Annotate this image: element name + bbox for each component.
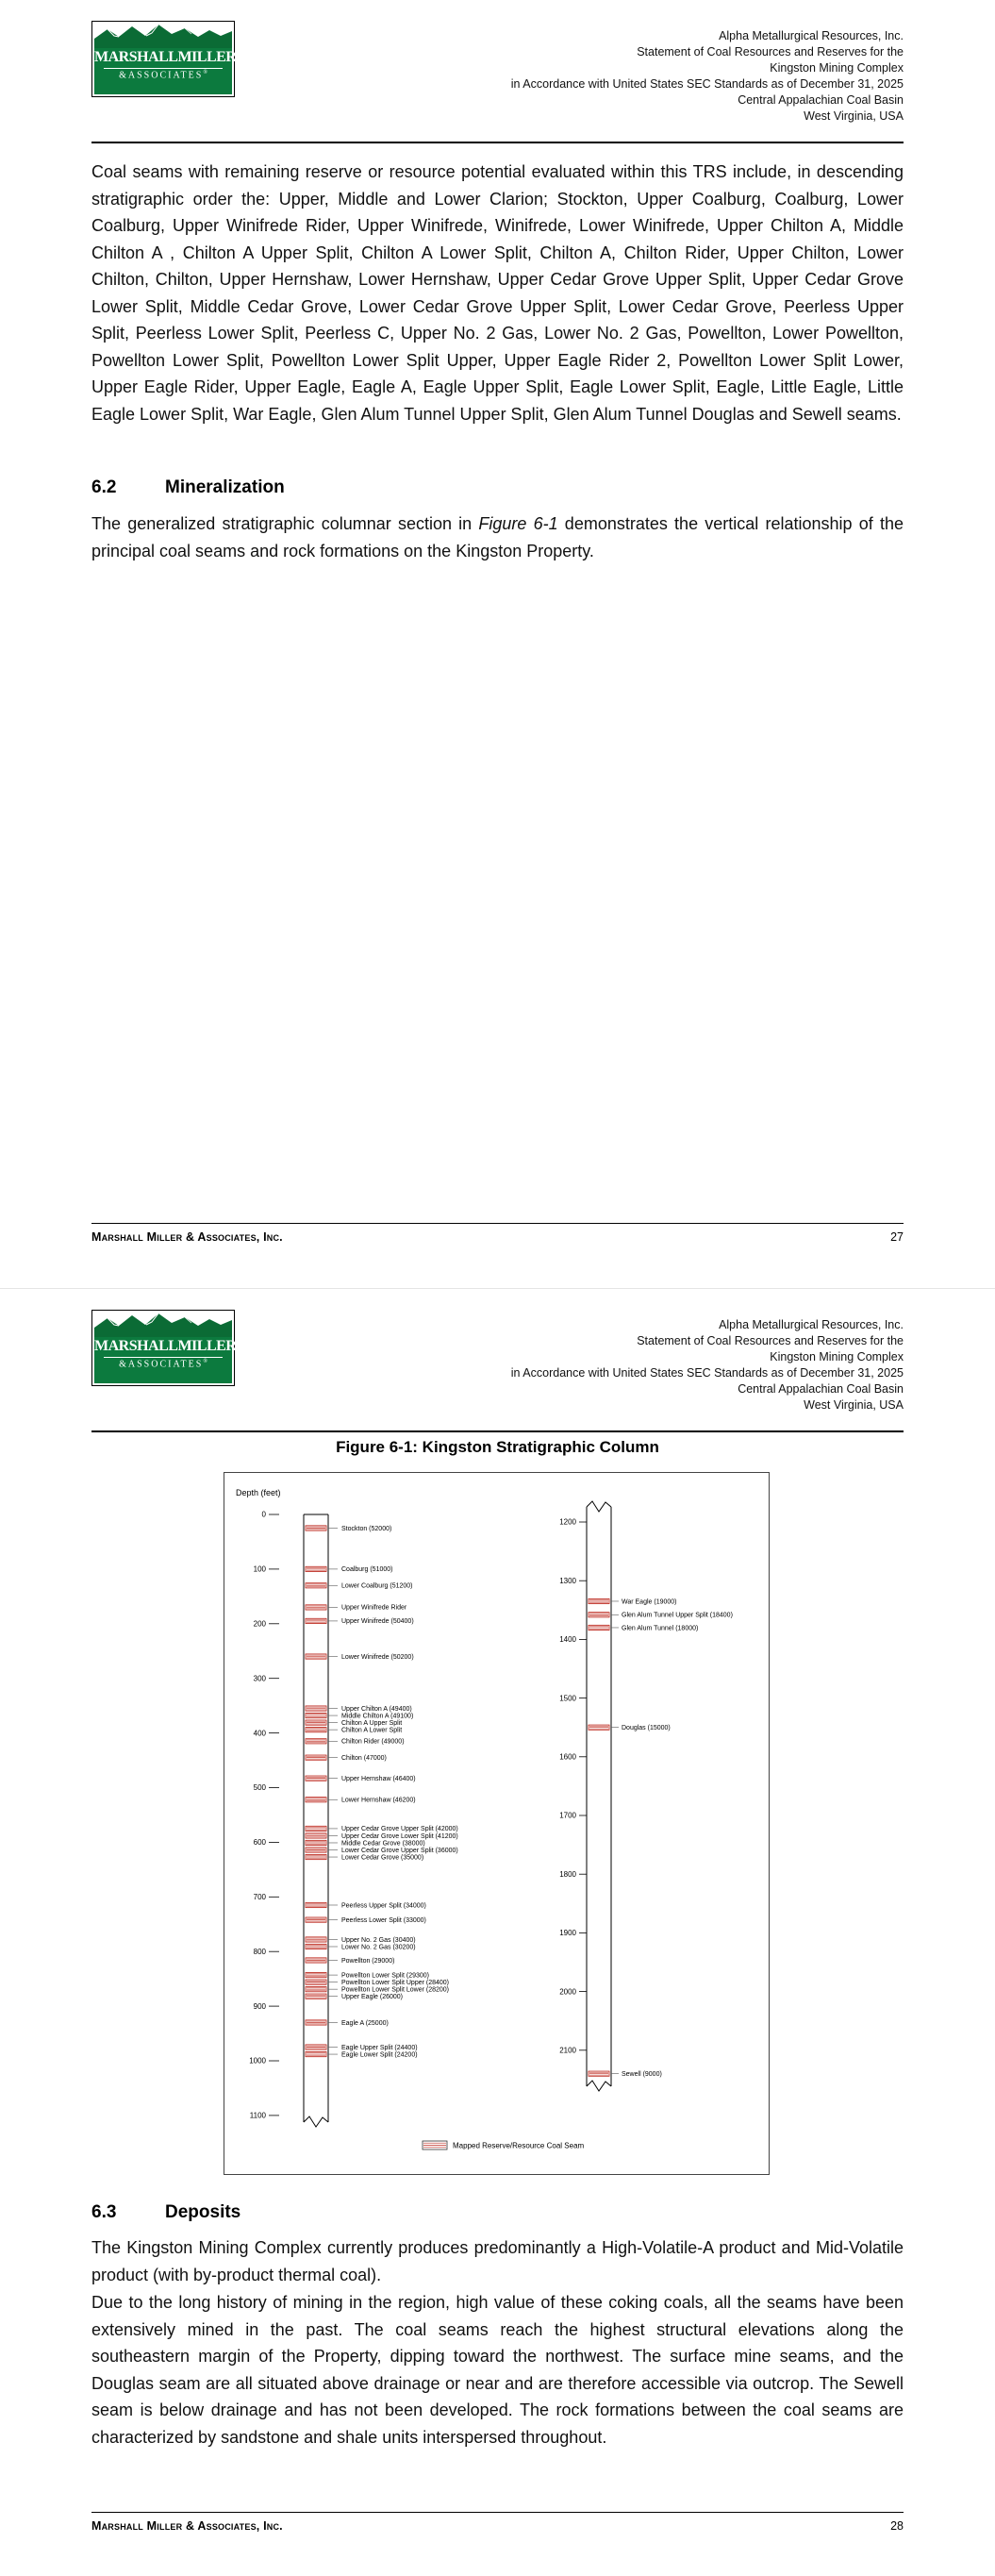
seam-mark (306, 1902, 326, 1907)
left-depth-tick-label: 700 (253, 1893, 266, 1901)
seam-label: Chilton A Upper Split (341, 1719, 403, 1727)
right-depth-tick-label: 1600 (559, 1752, 576, 1762)
left-depth-tick-label: 400 (253, 1729, 266, 1738)
seam-label: Glen Alum Tunnel Upper Split (18400) (622, 1612, 733, 1619)
seam-label: Peerless Upper Split (34000) (341, 1902, 426, 1910)
page-footer (91, 1223, 904, 1244)
header-line: Central Appalachian Coal Basin (738, 93, 904, 107)
header-line: in Accordance with United States SEC Standards as of December 31, 2025 (510, 1366, 904, 1380)
right-depth-tick-label: 1500 (559, 1694, 576, 1703)
seam-label: Upper Eagle (26000) (341, 1993, 403, 2000)
logo-name: MARSHALLMILLER (94, 1338, 237, 1354)
stratigraphic-column-figure (224, 1472, 770, 2175)
footer-company-name: Marshall Miller & Associates, Inc. (91, 1230, 283, 1244)
depth-axis-label: Depth (feet) (236, 1488, 281, 1497)
right-depth-tick-label: 1300 (559, 1576, 576, 1585)
seam-label: Lower Cedar Grove (35000) (341, 1854, 424, 1862)
left-depth-tick-label: 500 (253, 1783, 266, 1793)
seam-label: Eagle Lower Split (24200) (341, 2051, 418, 2059)
seam-label: Middle Chilton A (49100) (341, 1713, 414, 1720)
paragraph-text: demonstrates the vertical relationship of the principal coal seams and rock formations on the Kingston Property. (91, 514, 904, 560)
seam-label: Chilton (47000) (341, 1754, 387, 1762)
seam-mark (306, 1526, 326, 1531)
column-break-symbol (587, 1501, 611, 1512)
seam-mark (589, 1625, 609, 1630)
footer-company-name: Marshall Miller & Associates, Inc. (91, 2519, 283, 2533)
seam-label: Powellton Lower Split Lower (28200) (341, 1986, 450, 1994)
seam-mark (306, 1618, 326, 1623)
figure-legend (423, 2141, 585, 2150)
seam-mark (306, 1776, 326, 1781)
section-number: 6.3 (91, 2202, 117, 2222)
section-title: Mineralization (165, 477, 285, 497)
seam-mark (306, 1994, 326, 1999)
left-depth-tick-label: 300 (253, 1674, 266, 1683)
company-logo-inner (94, 24, 237, 94)
seam-label: Upper Hernshaw (46400) (341, 1775, 416, 1782)
header-rule (91, 1430, 904, 1432)
seam-label: Peerless Lower Split (33000) (341, 1916, 426, 1924)
seam-mark (306, 1854, 326, 1859)
header-line: Statement of Coal Resources and Reserves for the (637, 45, 904, 59)
seam-label: Glen Alum Tunnel (18000) (622, 1625, 699, 1632)
logo-divider (104, 1357, 223, 1358)
right-depth-tick-label: 1700 (559, 1811, 576, 1820)
logo-subtitle-text: &ASSOCIATES (119, 70, 204, 81)
company-logo (91, 21, 235, 97)
seam-label: Upper Cedar Grove Lower Split (41200) (341, 1832, 458, 1840)
seam-mark (306, 1937, 326, 1942)
right-depth-tick-label: 1800 (559, 1869, 576, 1879)
figure-title: Figure 6-1: Kingston Stratigraphic Column (336, 1438, 659, 1456)
left-depth-tick-label: 900 (253, 2001, 266, 2011)
logo-subtitle (94, 1359, 232, 1369)
deposits-paragraph-1: The Kingston Mining Complex currently produces predominantly a High-Volatile-A product and Mid-Volatile product (with by-product thermal coal). (91, 2238, 904, 2284)
seam-label: Lower Hernshaw (46200) (341, 1797, 416, 1804)
section-heading-6-2 (91, 477, 285, 498)
seam-label: Stockton (52000) (341, 1525, 392, 1532)
logo-subtitle-text: &ASSOCIATES (119, 1359, 204, 1370)
report-header (511, 28, 904, 125)
seam-mark (306, 1972, 326, 1977)
header-line: Alpha Metallurgical Resources, Inc. (719, 29, 904, 42)
seam-mark (306, 1833, 326, 1838)
seam-label: Douglas (15000) (622, 1725, 671, 1731)
header-rule (91, 142, 904, 143)
left-depth-tick-label: 1100 (249, 2111, 266, 2120)
page-number: 28 (890, 2519, 904, 2533)
seam-label: Middle Cedar Grove (38000) (341, 1840, 425, 1848)
seam-mark (306, 1958, 326, 1963)
right-depth-tick-label: 1400 (559, 1635, 576, 1645)
seam-mark (306, 1739, 326, 1744)
seam-label: Upper Cedar Grove Upper Split (42000) (341, 1826, 458, 1833)
registered-mark: ® (203, 69, 207, 75)
right-depth-tick-label: 2100 (559, 2046, 576, 2055)
seam-mark (589, 1725, 609, 1730)
report-header (511, 1317, 904, 1413)
header-line: Kingston Mining Complex (770, 61, 904, 75)
header-line: in Accordance with United States SEC Standards as of December 31, 2025 (510, 77, 904, 91)
seam-label: Chilton A Lower Split (341, 1727, 403, 1734)
header-line: West Virginia, USA (804, 1398, 904, 1412)
logo-name: MARSHALLMILLER (94, 49, 237, 65)
seam-mark (306, 1720, 326, 1725)
company-logo (91, 1310, 235, 1386)
seam-label: Lower Coalburg (51200) (341, 1582, 413, 1590)
seam-label: Coalburg (51000) (341, 1566, 393, 1574)
seam-mark (306, 1944, 326, 1949)
registered-mark: ® (203, 1358, 207, 1364)
seam-label: Lower Winifrede (50200) (341, 1653, 414, 1661)
left-depth-tick-label: 600 (253, 1838, 266, 1848)
seam-label: Upper Chilton A (49400) (341, 1705, 412, 1713)
seam-mark (306, 1987, 326, 1992)
seam-mark (306, 1826, 326, 1831)
seam-mark (306, 1840, 326, 1845)
seam-label: Eagle Upper Split (24400) (341, 2044, 418, 2051)
seam-mark (306, 2020, 326, 2025)
column-break-symbol (587, 2081, 611, 2091)
logo-divider (104, 68, 223, 69)
seam-mark (306, 1605, 326, 1610)
seam-label: Powellton (29000) (341, 1957, 395, 1965)
seam-mark (306, 1848, 326, 1852)
seam-label: Powellton Lower Split Upper (28400) (341, 1979, 450, 1986)
seam-label: Sewell (9000) (622, 2070, 662, 2078)
mountain-logo-icon (94, 24, 232, 48)
seam-mark (306, 1654, 326, 1659)
seam-label: Upper Winifrede (50400) (341, 1618, 414, 1626)
header-line: West Virginia, USA (804, 109, 904, 123)
left-depth-tick-label: 200 (253, 1619, 266, 1629)
seam-mark (306, 2051, 326, 2056)
seam-mark (589, 1598, 609, 1603)
mineralization-paragraph (91, 510, 904, 564)
seam-mark (306, 1583, 326, 1588)
seam-label: Upper No. 2 Gas (30400) (341, 1936, 416, 1944)
seam-mark (306, 1728, 326, 1732)
header-line: Central Appalachian Coal Basin (738, 1382, 904, 1396)
page-footer (91, 2512, 904, 2533)
right-depth-tick-label: 1900 (559, 1929, 576, 1938)
seam-label: Lower Cedar Grove Upper Split (36000) (341, 1847, 458, 1854)
logo-subtitle (94, 70, 232, 80)
header-line: Kingston Mining Complex (770, 1350, 904, 1363)
legend-label: Mapped Reserve/Resource Coal Seam (453, 2141, 585, 2150)
seam-label: Lower No. 2 Gas (30200) (341, 1944, 416, 1951)
left-depth-tick-label: 1000 (249, 2056, 266, 2066)
company-logo-inner (94, 1313, 237, 1383)
section-heading-6-3 (91, 2202, 240, 2223)
stratigraphic-column-chart (224, 1473, 769, 2174)
column-break-symbol (304, 2116, 328, 2127)
section-number: 6.2 (91, 477, 117, 497)
left-depth-tick-label: 0 (261, 1510, 266, 1519)
page-number: 27 (890, 1230, 904, 1244)
seam-mark (306, 1706, 326, 1711)
seam-mark (306, 1755, 326, 1760)
left-depth-tick-label: 800 (253, 1947, 266, 1956)
seam-mark (589, 1613, 609, 1617)
mountain-logo-icon (94, 1313, 232, 1337)
seam-mark (306, 1917, 326, 1922)
seam-mark (306, 1798, 326, 1802)
right-depth-tick-label: 2000 (559, 1987, 576, 1997)
deposits-paragraph-2: Due to the long history of mining in the region, high value of these coking coals, all the seams have been extensively mined in the past. The coal seams reach the highest structural elevations along the southeastern margin of the Property, dipping toward the northwest. The surface mine seams, and the Douglas seam are all situated above drainage or near and are therefore accessible via outcrop. The Sewell seam is below drainage and has not been developed. The rock formations between the coal seams are characterized by sandstone and shale units interspersed throughout. (91, 2293, 904, 2447)
coal-seams-paragraph: Coal seams with remaining reserve or resource potential evaluated within this TRS include, in descending stratigraphic order the: Upper, Middle and Lower Clarion; Stockton, Upper Coalburg, Coalburg, Lower Coalburg, Upper Winifrede Rider, Upper Winifrede, Winifrede, Lower Winifrede, Upper Chilton A, Middle Chilton A , Chilton A Upper Split, Chilton A Lower Split, Chilton A, Chilton Rider, Upper Chilton, Lower Chilton, Chilton, Upper Hernshaw, Lower Hernshaw, Upper Cedar Grove Upper Split, Upper Cedar Grove Lower Split, Middle Cedar Grove, Lower Cedar Grove Upper Split, Lower Cedar Grove, Peerless Upper Split, Peerless Lower Split, Peerless C, Upper No. 2 Gas, Lower No. 2 Gas, Powellton, Lower Powellton, Powellton Lower Split, Powellton Lower Split Upper, Upper Eagle Rider 2, Powellton Lower Split Lower, Upper Eagle Rider, Upper Eagle, Eagle A, Eagle Upper Split, Eagle Lower Split, Eagle, Little Eagle, Little Eagle Lower Split, War Eagle, Glen Alum Tunnel Upper Split, Glen Alum Tunnel Douglas and Sewell seams. (91, 162, 904, 424)
seam-label: Powellton Lower Split (29300) (341, 1972, 429, 1980)
seam-mark (306, 1713, 326, 1717)
header-line: Statement of Coal Resources and Reserves for the (637, 1334, 904, 1347)
seam-label: Eagle A (25000) (341, 2019, 389, 2027)
page-2 (0, 1288, 995, 2576)
right-depth-tick-label: 1200 (559, 1517, 576, 1527)
seam-label: War Eagle (19000) (622, 1598, 677, 1606)
seam-label: Upper Winifrede Rider (341, 1604, 407, 1612)
seam-mark (589, 2071, 609, 2076)
left-depth-tick-label: 100 (253, 1564, 266, 1574)
figure-reference: Figure 6-1 (478, 514, 558, 533)
seam-mark (306, 1980, 326, 1984)
seam-label: Chilton Rider (49000) (341, 1738, 405, 1746)
header-line: Alpha Metallurgical Resources, Inc. (719, 1318, 904, 1331)
seam-mark (306, 1566, 326, 1571)
paragraph-text: The generalized stratigraphic columnar section in (91, 514, 479, 533)
section-title: Deposits (165, 2202, 241, 2222)
seam-mark (306, 2045, 326, 2049)
